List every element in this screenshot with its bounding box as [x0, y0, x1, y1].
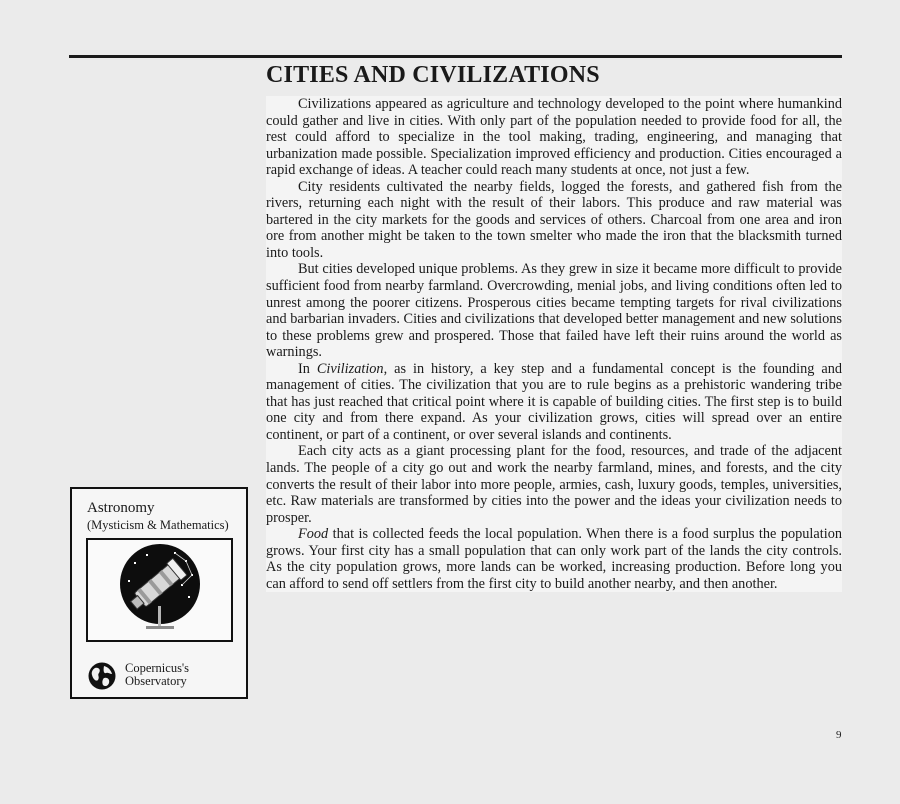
- wonder-name-line1: Copernicus's: [125, 661, 190, 675]
- italic-text-run: Civilization: [316, 360, 384, 377]
- italic-text-run: Food: [298, 526, 329, 543]
- page-title: CITIES AND CIVILIZATIONS: [266, 62, 600, 88]
- text-run: Civilizations appeared as agriculture and technology developed to the point where humankind could gather and live in cities. With only part of the population needed to provide food for all, the rest could afford to specialize in the tool making, trading, engineering, and managing that urbanization made possible. Specialization improved efficiency and production. Cities encouraged a rapid exchange of ideas. A teacher could reach many students at once, not just a few.: [266, 96, 842, 179]
- advance-picture-frame: [86, 538, 233, 642]
- article-body: [266, 96, 842, 592]
- paragraph: [266, 261, 842, 360]
- wonder-name: [125, 662, 189, 688]
- paragraph: [266, 179, 842, 262]
- text-run: But cities developed unique problems. As they grew in size it became more difficult to provide sufficient food from nearby farmland. Overcrowding, menial jobs, and living conditions often led to unrest among the poorer citizens. Prosperous cities became tempting targets for rival civilizations and barbarian invaders. Cities and civilizations that developed better management and new solutions to these problems grew and prospered. Those that failed have left their ruins around the world as warnings.: [266, 261, 842, 361]
- paragraph: [266, 443, 842, 526]
- wonder-name-line2: Observatory: [125, 674, 187, 688]
- paragraph: [266, 361, 842, 444]
- advance-prerequisites: (Mysticism & Mathematics): [87, 518, 229, 532]
- top-rule: [69, 55, 842, 58]
- page-number: 9: [836, 729, 842, 741]
- paragraph: [266, 526, 842, 592]
- telescope-icon: [88, 540, 231, 640]
- advance-name: Astronomy: [87, 500, 155, 516]
- globe-icon: [87, 661, 117, 691]
- text-run: Each city acts as a giant processing plant for the food, resources, and trade of the adjacent lands. The people of a city go out and work the nearby farmland, mines, and forests, and the city converts the result of their labor into more people, armies, cash, luxury goods, temples, universities, etc. Raw materials are transformed by cities into the power and the ideas your civilization needs to prosper.: [266, 443, 842, 526]
- paragraph: [266, 96, 842, 179]
- text-run: , as in history, a key step and a fundamental concept is the founding and management of cities. The civilization that you are to rule begins as a prehistoric wandering tribe that has just reached that critical point where it is capable of building cities. The first step is to build one city and from there expand. As your civilization grows, cities will spread over an entire continent, or part of a continent, or over several islands and continents.: [266, 360, 842, 443]
- text-run: City residents cultivated the nearby fields, logged the forests, and gathered fish from the rivers, returning each night with the result of their labors. This produce and raw material was bartered in the city markets for the goods and services of others. Charcoal from one area and iron ore from another might be taken to the town smelter who made the iron that the blacksmith turned into tools.: [266, 178, 842, 261]
- text-run: that is collected feeds the local population. When there is a food surplus the population grows. Your first city has a small population that can only work part of the lands the city controls. As the city population grows, more lands can be worked, increasing production. Before long you can afford to send off settlers from the first city to build another nearby, and then another.: [266, 526, 842, 592]
- text-run: In: [298, 360, 317, 377]
- civilopedia-sidebar: [70, 487, 248, 699]
